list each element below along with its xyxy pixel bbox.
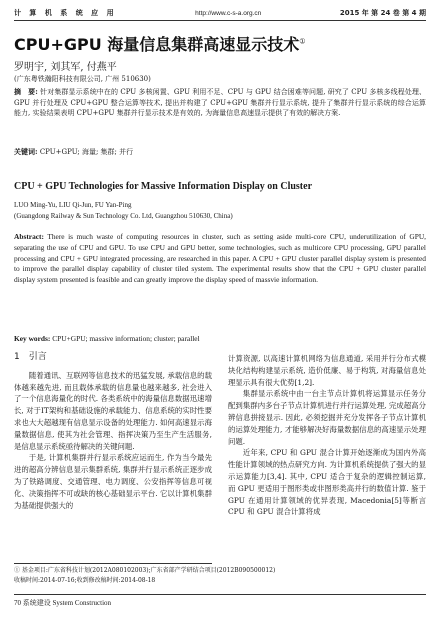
footer-divider [14,594,426,595]
journal-name: 计 算 机 系 统 应 用 [14,9,117,17]
running-header [14,6,426,21]
keywords-label: 关键词: [14,147,38,156]
body-paragraph: 集群显示系统中由一台主节点计算机将运算显示任务分配到集群内多台子节点计算机进行并行运算处理, 完成超高分辨信息拼接显示. 因此, 必须挖掘并充分发挥各子节点计算机的运算处理能力, 才能够解决好海量数据信息的高速显示处理问题. [228,389,426,446]
keywords-en-label: Key words: [14,334,51,343]
footnote-divider [14,563,212,564]
body-paragraph: 计算资源, 以高速计算机网络为信息通道, 采用并行分布式模块化结构构建显示系统, 造价低廉、易于构筑, 对海量信息处理显示具有很大优势[1,2]. [228,354,426,387]
paper-title-text: CPU+GPU 海量信息集群高速显示技术 [14,35,300,54]
body-column-right [228,353,426,518]
body-paragraph: 于是, 计算机集群并行显示系统应运而生, 作为当今最先进的超高分辨信息显示集群系统, 集群并行显示系统正逐步成为了铁路调度、交通管理、电力调度、公安指挥等信息可视化、决策指挥不可或缺的核心基础显示平台. 它以计算机集群为基础提供强大的 [14,453,212,510]
abstract-english [14,232,426,286]
keywords-en-text: CPU+GPU; massive information; cluster; parallel [52,334,200,343]
body-paragraph: 近年来, CPU 和 GPU 混合计算开始逐渐成为国内外高性能计算领域的热点研究方向. 为计算机系统提供了强大的显示运算能力[3,4]. 其中, CPU 适合于复杂的逻辑控制运算, 而 GPU 更适用于图形类或非图形类高并行的数值计算. 鉴于 GPU 在通用计算领域的优异表现, Macedonia[5]等断言 CPU 和 GPU 混合计算将成 [228,448,426,517]
english-title: CPU + GPU Technologies for Massive Information Display on Cluster [14,181,313,192]
affiliation: (广东粤铁瀚阳科技有限公司, 广州 510630) [14,75,151,83]
paper-title [14,32,426,55]
keywords-english [14,334,200,343]
footnote-fund: ① 基金项目:广东省科技计划(2012A080102003);广东省部产学研结合项目(2012B090500012) [14,567,276,574]
abstract-en-text: There is much waste of computing resources in cluster, such as setting aside multi-core CPU, underutilization of GPU, separating the use of CPU and GPU. To use CPU and GPU better, some technologies, such as multicore CPU processing, GPU parallel processing and CPU + GPU integrated processing, are researched in this paper. A CPU + GPU cluster parallel display system is presented to improve the parallel display capability of cluster tiled system. The experimental results show that the CPU + GPU cluster parallel display system presented is feasible and can greatly improve the display speed of massvie information. [14,232,427,285]
keywords-text: CPU+GPU; 海量; 集群; 并行 [39,148,134,156]
abstract-text: 针对集群显示系统中在的 CPU 多核闲置、GPU 利用不足、CPU 与 GPU 结合困难等问题, 研究了 CPU 多核多线程处理、GPU 并行处理及 CPU+GPU 整合运算等技术, 提出并构建了 CPU+GPU 集群并行显示系统, 提升了集群并行显示系统的综合运算能力, 实验结果表明 CPU+GPU 集群并行显示技术是有效的, 为海量信息高速显示提供了有效的解决方案. [14,88,426,118]
footnote [14,566,314,585]
body-paragraph: 随着通讯、互联网等信息技术的迅猛发展, 承载信息的载体越来越先进, 而且载体承载的信息量也越来越多, 社会进入了一个信息海量化的时代. 各类系统中的海量信息数据迅速增长, 对于IT架构和基础设施的承载能力、信息系统的实时性要求也大大超越现有信息显示设备的处理能力. 如何高速显示海量数据信息, 使其为社会管理、指挥决策乃至生产生活服务, 是信息显示系统亟待解决的关键问题. [14,370,212,451]
title-footnote-marker: ① [299,37,306,46]
abstract-chinese [14,87,426,119]
english-affiliation: (Guangdong Railway & Sun Technology Co. Ltd, Guangzhou 510630, China) [14,212,233,220]
abstract-label: 摘 要: [14,87,38,96]
issue-info: 2015 年 第 24 卷 第 4 期 [339,9,426,17]
author-list: 罗明宇, 刘其军, 付燕平 [14,62,117,73]
keywords-chinese [14,147,133,157]
english-authors: LUO Ming-Yu, LIU Qi-Jun, FU Yan-Ping [14,201,132,209]
footnote-dates: 收稿时间:2014-07-16;收到修改稿时间:2014-08-18 [14,576,156,584]
journal-url[interactable]: http://www.c-s-a.org.cn [195,9,262,17]
abstract-en-label: Abstract: [14,232,44,241]
page-footer: 70 系统建设 System Construction [14,599,112,607]
section-heading: 1 引言 [14,352,47,362]
body-column-left [14,352,212,511]
